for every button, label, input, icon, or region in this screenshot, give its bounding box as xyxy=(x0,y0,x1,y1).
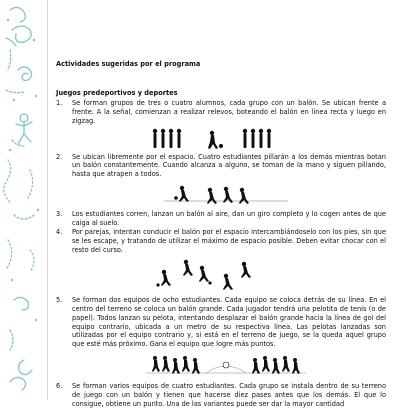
decorative-sidebar xyxy=(0,0,46,400)
two-teams-illustration xyxy=(56,351,386,379)
item-number: 2. xyxy=(56,152,63,161)
pairs-passing-illustration xyxy=(56,257,386,293)
item-number: 1. xyxy=(56,98,63,107)
document-body xyxy=(56,60,386,409)
list-item xyxy=(56,382,386,409)
section-title: Juegos predeportivos y deportes xyxy=(56,88,178,97)
item-number: 4. xyxy=(56,228,63,237)
item-text: Se ubican libremente por el espacio. Cuatro estudiantes pillarán a los demás mientras botan un balón constantemente. Cuando alcanza a alguno, se toman de la mano y siguen pillando, hasta que atrapen a todos. xyxy=(72,152,386,179)
item-number: 3. xyxy=(56,210,63,219)
item-number: 5. xyxy=(56,295,63,304)
sidebar-doodles-illustration xyxy=(0,0,46,400)
item-text: Se forman dos equipos de ocho estudiantes. Cada equipo se coloca detrás de su línea. En el centro del terreno se coloca un balón grande. Cada jugador tendrá una pelotita de tenis (o de papel). Todos lanzan su pelota, intentando desplazar el balón grande hacia la línea de gol del equipo contrario, ubicada a un metro de su respectiva línea. Las pelotas lanzadas son utilizadas por el equipo contrario y, si está en el terreno de juego, se la queda aquel grupo que esté más próximo. Gana el equipo que logre más puntos. xyxy=(72,295,386,349)
list-item xyxy=(56,210,386,228)
list-item xyxy=(56,99,386,126)
list-item xyxy=(56,228,386,255)
margin-rule xyxy=(47,0,48,400)
item-text: Se forman grupos de tres o cuatro alumnos, cada grupo con un balón. Se ubican frente a frente. A la señal, comienzan a realizar relevos, boteando el balón en línea recta y luego en zigzag. xyxy=(72,98,386,125)
relay-figures-illustration xyxy=(56,128,386,150)
list-item xyxy=(56,153,386,180)
list-item xyxy=(56,296,386,349)
page-title: Actividades sugeridas por el programa xyxy=(56,60,201,68)
tag-game-illustration xyxy=(56,181,386,207)
item-text: Por parejas, intentan conducir el balón por el espacio intercambiándoselo con los pies, sin que se les escape, y tratando de utilizar el máximo de espacio posible. Deben evitar chocar con el resto del curso. xyxy=(72,228,386,254)
item-text: Se forman varios equipos de cuatro estudiantes. Cada grupo se instala dentro de su terreno de juego con un balón y tienen que hacerse diez pases antes que los demás. El que lo consigue, obtiene un punto. Una de las variantes puede ser dar la mayor cantidad xyxy=(72,382,386,409)
item-number: 6. xyxy=(56,382,63,391)
item-text: Los estudiantes corren, lanzan un balón al aire, dan un giro completo y lo cogen antes de que caiga al suelo. xyxy=(72,210,386,228)
